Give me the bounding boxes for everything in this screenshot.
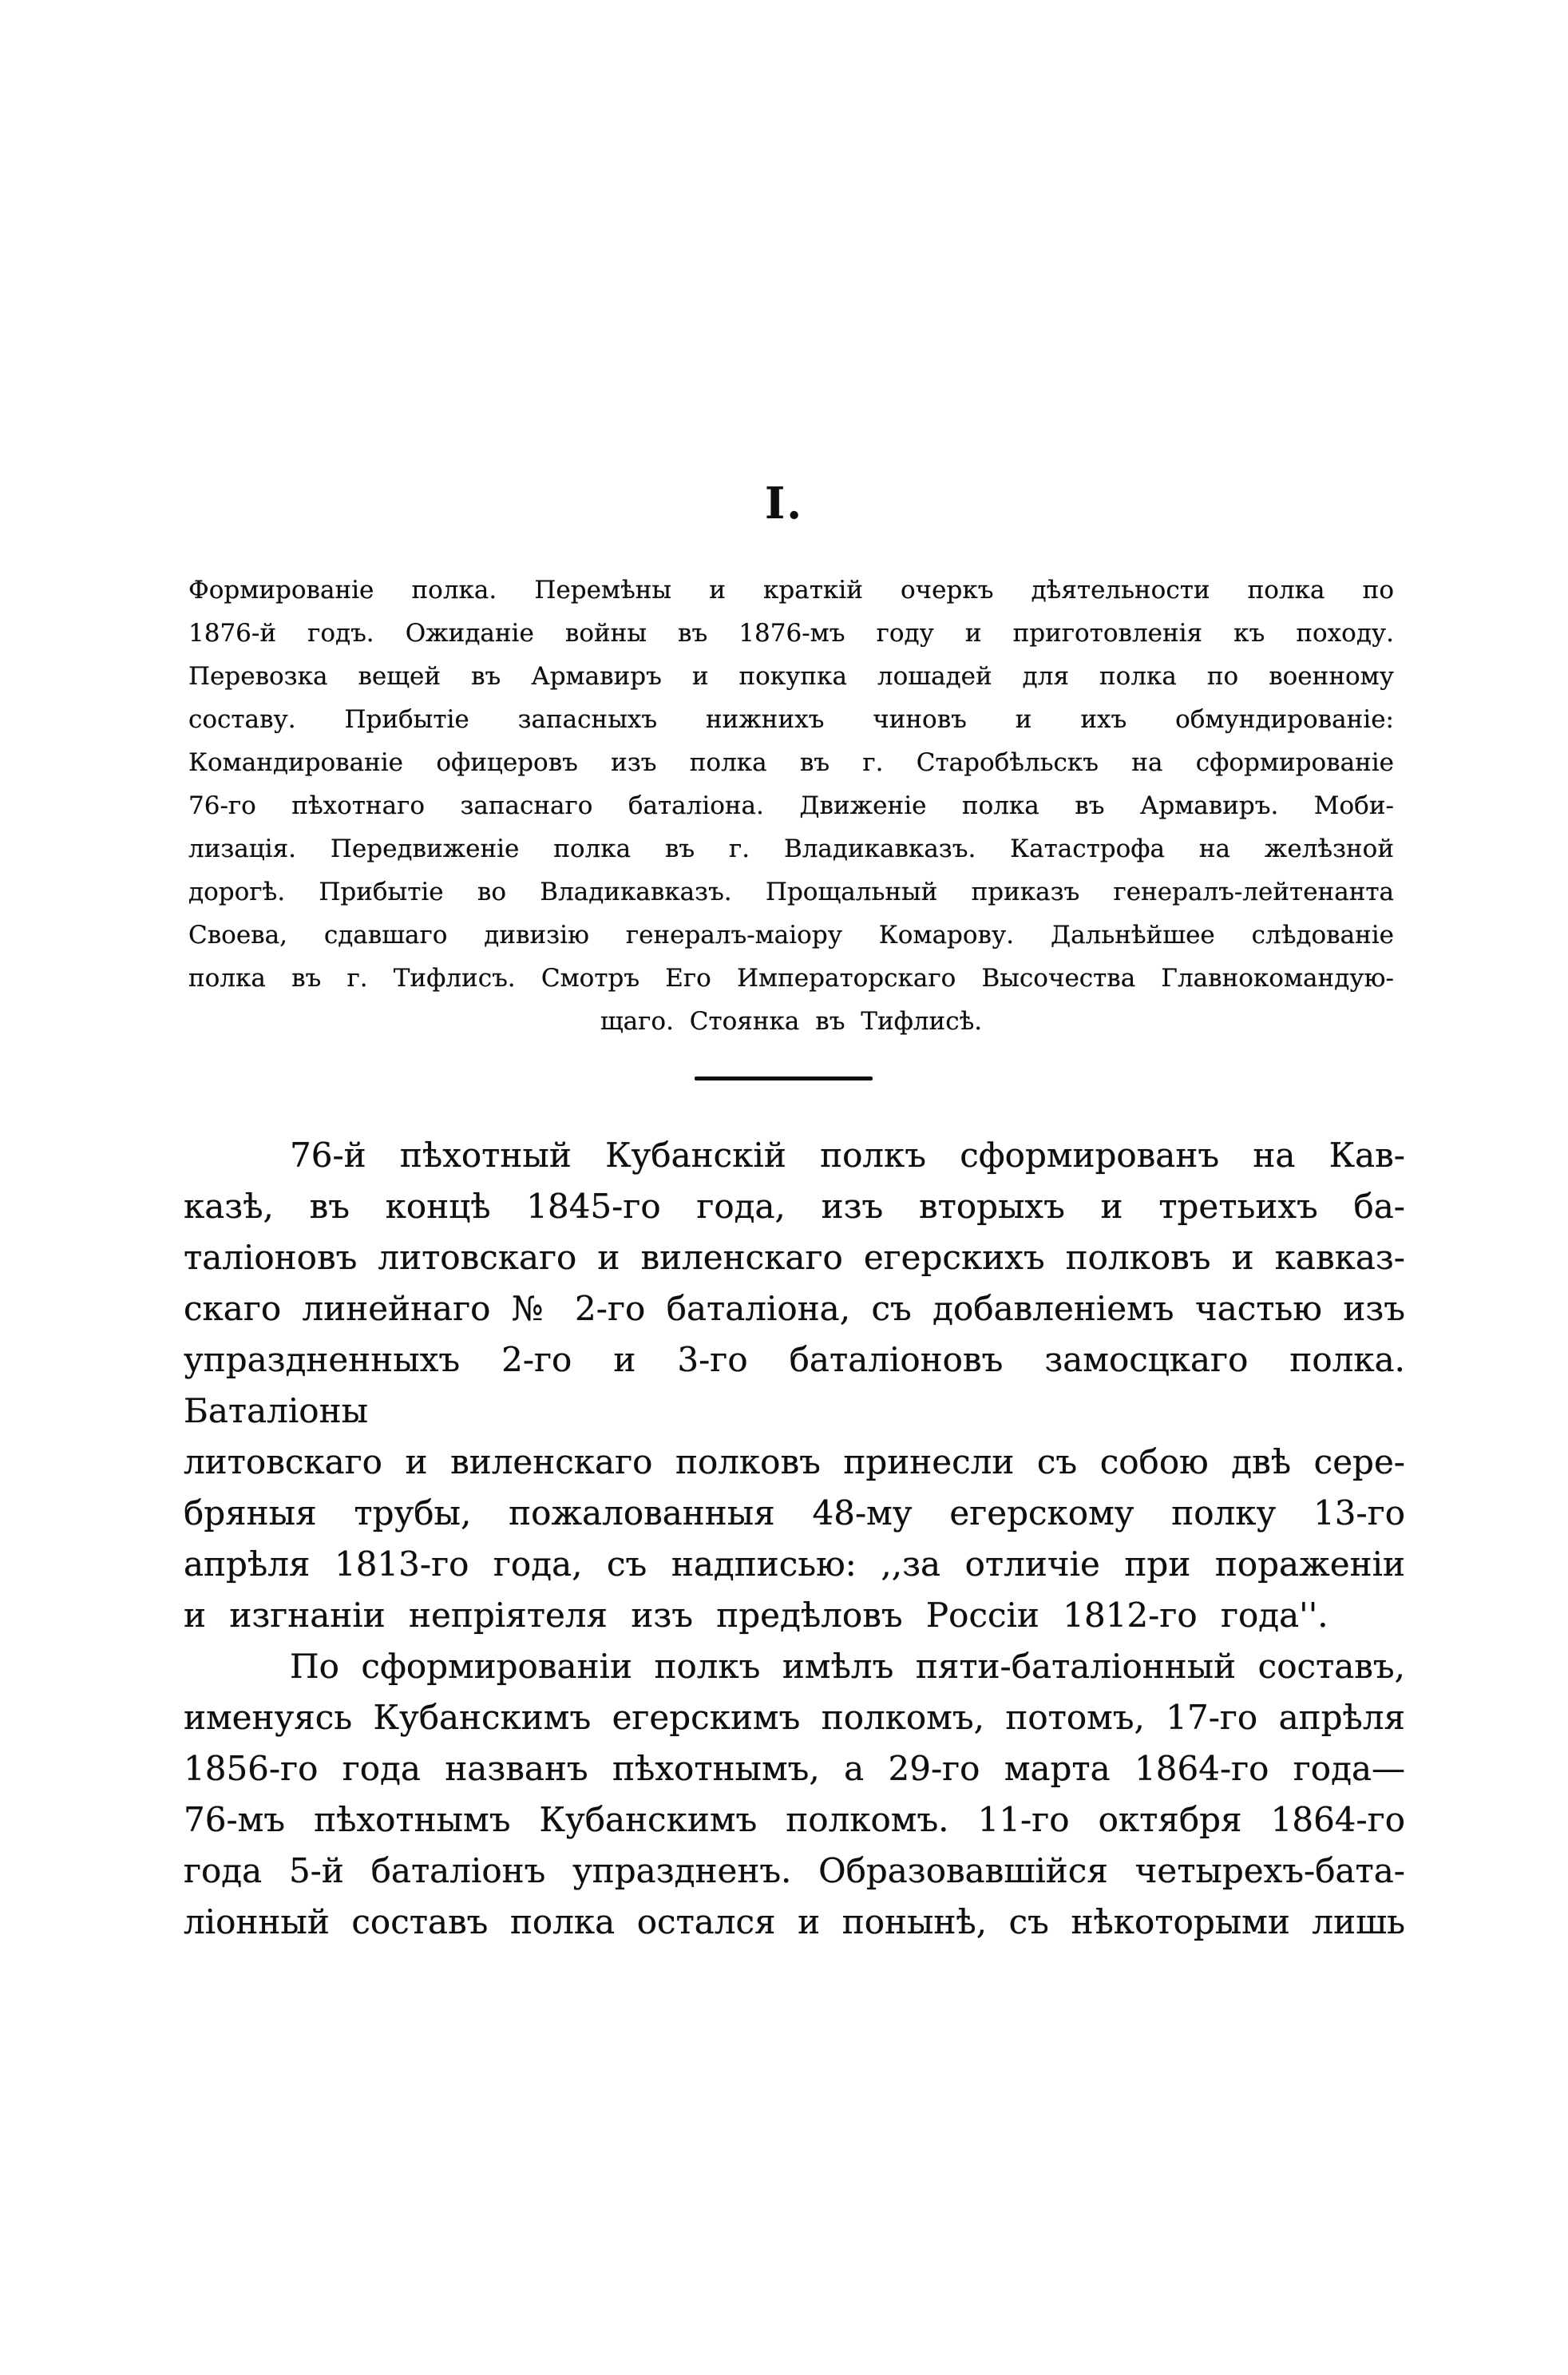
- body-text: [184, 1130, 1405, 1948]
- text-line: 1856-го года названъ пѣхотнымъ, а 29-го марта 1864-го года—: [184, 1749, 1405, 1788]
- synopsis-line: лизація. Передвиженіе полка въ г. Владикавказъ. Катастрофа на желѣзной: [188, 835, 1394, 863]
- paragraph-lines: [184, 1130, 1405, 1590]
- synopsis-lines: [188, 569, 1394, 1000]
- chapter-synopsis: [188, 569, 1394, 1043]
- synopsis-line: составу. Прибытіе запасныхъ нижнихъ чиновъ и ихъ обмундированіе:: [188, 705, 1394, 734]
- synopsis-line: 76-го пѣхотнаго запаснаго баталіона. Движеніе полка въ Армавиръ. Моби-: [188, 791, 1394, 820]
- paragraph-regiment-renaming: [184, 1641, 1405, 1948]
- text-line: 76-мъ пѣхотнымъ Кубанскимъ полкомъ. 11-го октября 1864-го: [184, 1800, 1405, 1839]
- text-line: По сформированіи полкъ имѣлъ пяти-баталіонный составъ,: [290, 1647, 1405, 1686]
- text-line: литовскаго и виленскаго полковъ принесли съ собою двѣ сере-: [184, 1442, 1405, 1481]
- section-divider-rule: [695, 1076, 873, 1080]
- text-line: апрѣля 1813-го года, съ надписью: ,,за отличіе при пораженіи: [184, 1544, 1405, 1584]
- synopsis-line: Своева, сдавшаго дивизію генералъ-маіору Комарову. Дальнѣйшее слѣдованіе: [188, 921, 1394, 950]
- synopsis-line: Перевозка вещей въ Армавиръ и покупка лошадей для полка по военному: [188, 662, 1394, 691]
- synopsis-last-line: щаго. Стоянка въ Тифлисѣ.: [600, 1007, 983, 1036]
- text-line: таліоновъ литовскаго и виленскаго егерскихъ полковъ и кавказ-: [184, 1238, 1405, 1277]
- chapter-number-heading: I.: [764, 478, 804, 529]
- synopsis-line: дорогѣ. Прибытіе во Владикавказъ. Прощальный приказъ генералъ-лейтенанта: [188, 878, 1394, 906]
- text-line: ліонный составъ полка остался и понынѣ, съ нѣкоторыми лишь: [184, 1902, 1405, 1941]
- text-line: бряныя трубы, пожалованныя 48-му егерскому полку 13-го: [184, 1493, 1405, 1532]
- paragraph-regiment-formation: [184, 1130, 1405, 1641]
- paragraph-end-line: и изгнаніи непріятеля изъ предѣловъ Россіи 1812-го года''.: [184, 1596, 1328, 1635]
- text-line: года 5-й баталіонъ упраздненъ. Образовавшійся четырехъ-бата-: [184, 1851, 1405, 1890]
- text-line: казѣ, въ концѣ 1845-го года, изъ вторыхъ и третьихъ ба-: [184, 1187, 1405, 1226]
- paragraph-lines: [184, 1641, 1405, 1948]
- synopsis-line: полка въ г. Тифлисъ. Смотръ Его Императорскаго Высочества Главнокомандую-: [188, 964, 1394, 993]
- text-line: именуясь Кубанскимъ егерскимъ полкомъ, потомъ, 17-го апрѣля: [184, 1698, 1405, 1737]
- text-line: упраздненныхъ 2-го и 3-го баталіоновъ замосцкаго полка. Баталіоны: [184, 1340, 1405, 1430]
- text-line: скаго линейнаго № 2-го баталіона, съ добавленіемъ частью изъ: [184, 1289, 1405, 1328]
- synopsis-line: 1876-й годъ. Ожиданіе войны въ 1876-мъ году и приготовленія къ походу.: [188, 619, 1394, 648]
- synopsis-line: Командированіе офицеровъ изъ полка въ г. Старобѣльскъ на сформированіе: [188, 748, 1394, 777]
- synopsis-line: Формированіе полка. Перемѣны и краткій очеркъ дѣятельности полка по: [188, 576, 1394, 605]
- text-line: 76-й пѣхотный Кубанскій полкъ сформированъ на Кав-: [290, 1136, 1405, 1175]
